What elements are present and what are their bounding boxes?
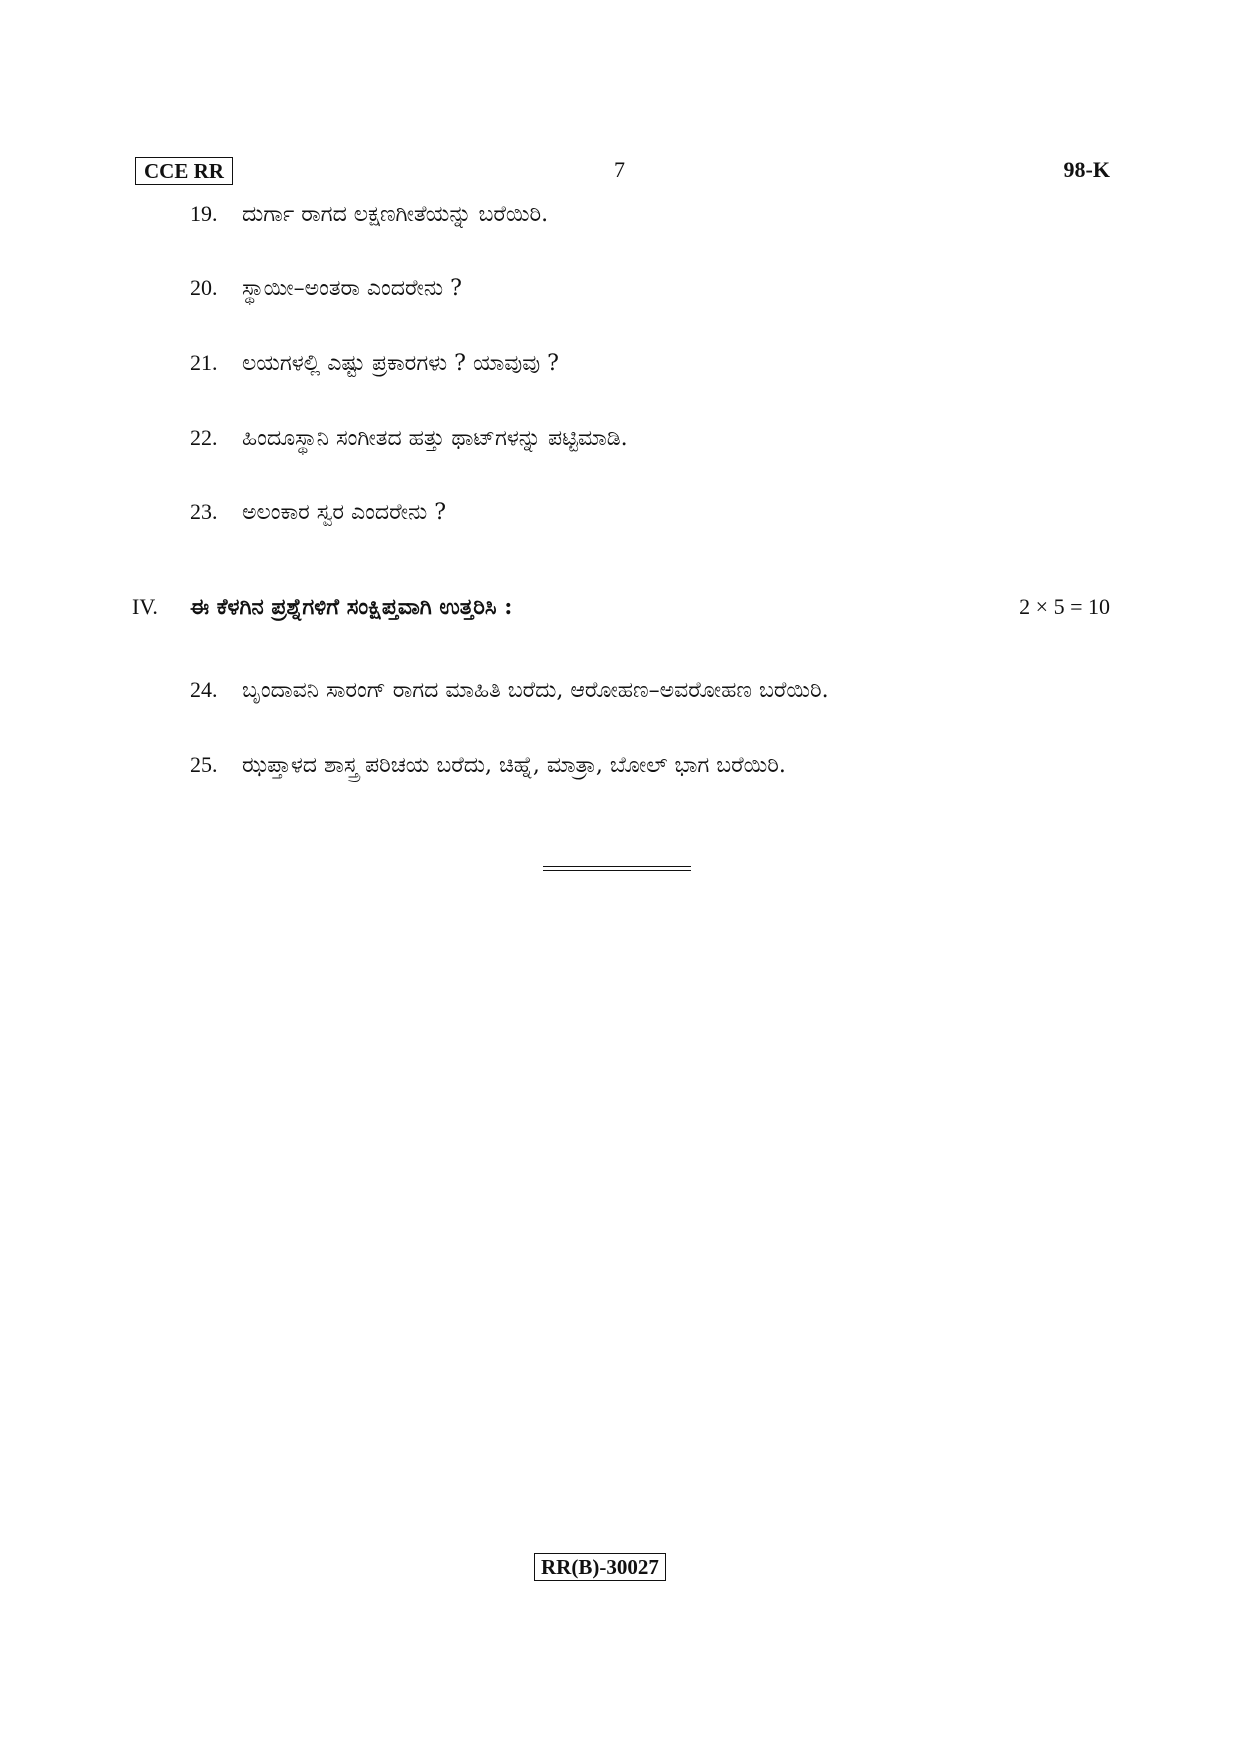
end-divider (543, 866, 691, 871)
question-25 (190, 750, 786, 781)
question-number: 22. (190, 425, 218, 450)
question-number: 24. (190, 677, 218, 702)
question-text: ಅಲಂಕಾರ ಸ್ವರ ಎಂದರೇನು ? (242, 500, 447, 525)
question-text: ಬೃಂದಾವನಿ ಸಾರಂಗ್ ರಾಗದ ಮಾಹಿತಿ ಬರೆದು, ಆರೋಹಣ–ಅವರೋಹಣ ಬರೆಯಿರಿ. (242, 678, 829, 703)
section-number: IV. (132, 594, 158, 619)
question-number: 21. (190, 350, 218, 375)
page-number: 7 (614, 157, 625, 182)
section-marks: 2 × 5 = 10 (1019, 594, 1110, 619)
question-text: ಲಯಗಳಲ್ಲಿ ಎಷ್ಟು ಪ್ರಕಾರಗಳು ? ಯಾವುವು ? (242, 351, 559, 376)
question-23 (190, 497, 446, 528)
series-code-box: CCE RR (135, 157, 233, 185)
question-20 (190, 273, 462, 304)
question-text: ಸ್ಥಾಯೀ–ಅಂತರಾ ಎಂದರೇನು ? (242, 276, 462, 301)
question-text: ದುರ್ಗಾ ರಾಗದ ಲಕ್ಷಣಗೀತೆಯನ್ನು ಬರೆಯಿರಿ. (242, 202, 549, 227)
question-22 (190, 423, 628, 454)
question-21 (190, 348, 559, 379)
question-number: 23. (190, 499, 218, 524)
question-number: 20. (190, 275, 218, 300)
footer-code-box: RR(B)-30027 (534, 1553, 666, 1581)
paper-code: 98-K (1063, 157, 1110, 182)
question-number: 19. (190, 201, 218, 226)
section-instruction: ಈ ಕೆಳಗಿನ ಪ್ರಶ್ನೆಗಳಿಗೆ ಸಂಕ್ಷಿಪ್ತವಾಗಿ ಉತ್ತರಿಸಿ : (190, 594, 513, 620)
question-text: ಹಿಂದೂಸ್ಥಾನಿ ಸಂಗೀತದ ಹತ್ತು ಥಾಟ್‌ಗಳನ್ನು ಪಟ್ಟಿಮಾಡಿ. (242, 426, 628, 451)
question-number: 25. (190, 752, 218, 777)
question-24 (190, 675, 829, 706)
section-iv-heading (132, 592, 1110, 623)
question-19 (190, 199, 548, 230)
question-text: ಝಪ್ತಾಳದ ಶಾಸ್ತ್ರ ಪರಿಚಯ ಬರೆದು, ಚಿಹ್ನೆ, ಮಾತ್ರಾ, ಬೋಲ್ ಭಾಗ ಬರೆಯಿರಿ. (242, 753, 786, 778)
